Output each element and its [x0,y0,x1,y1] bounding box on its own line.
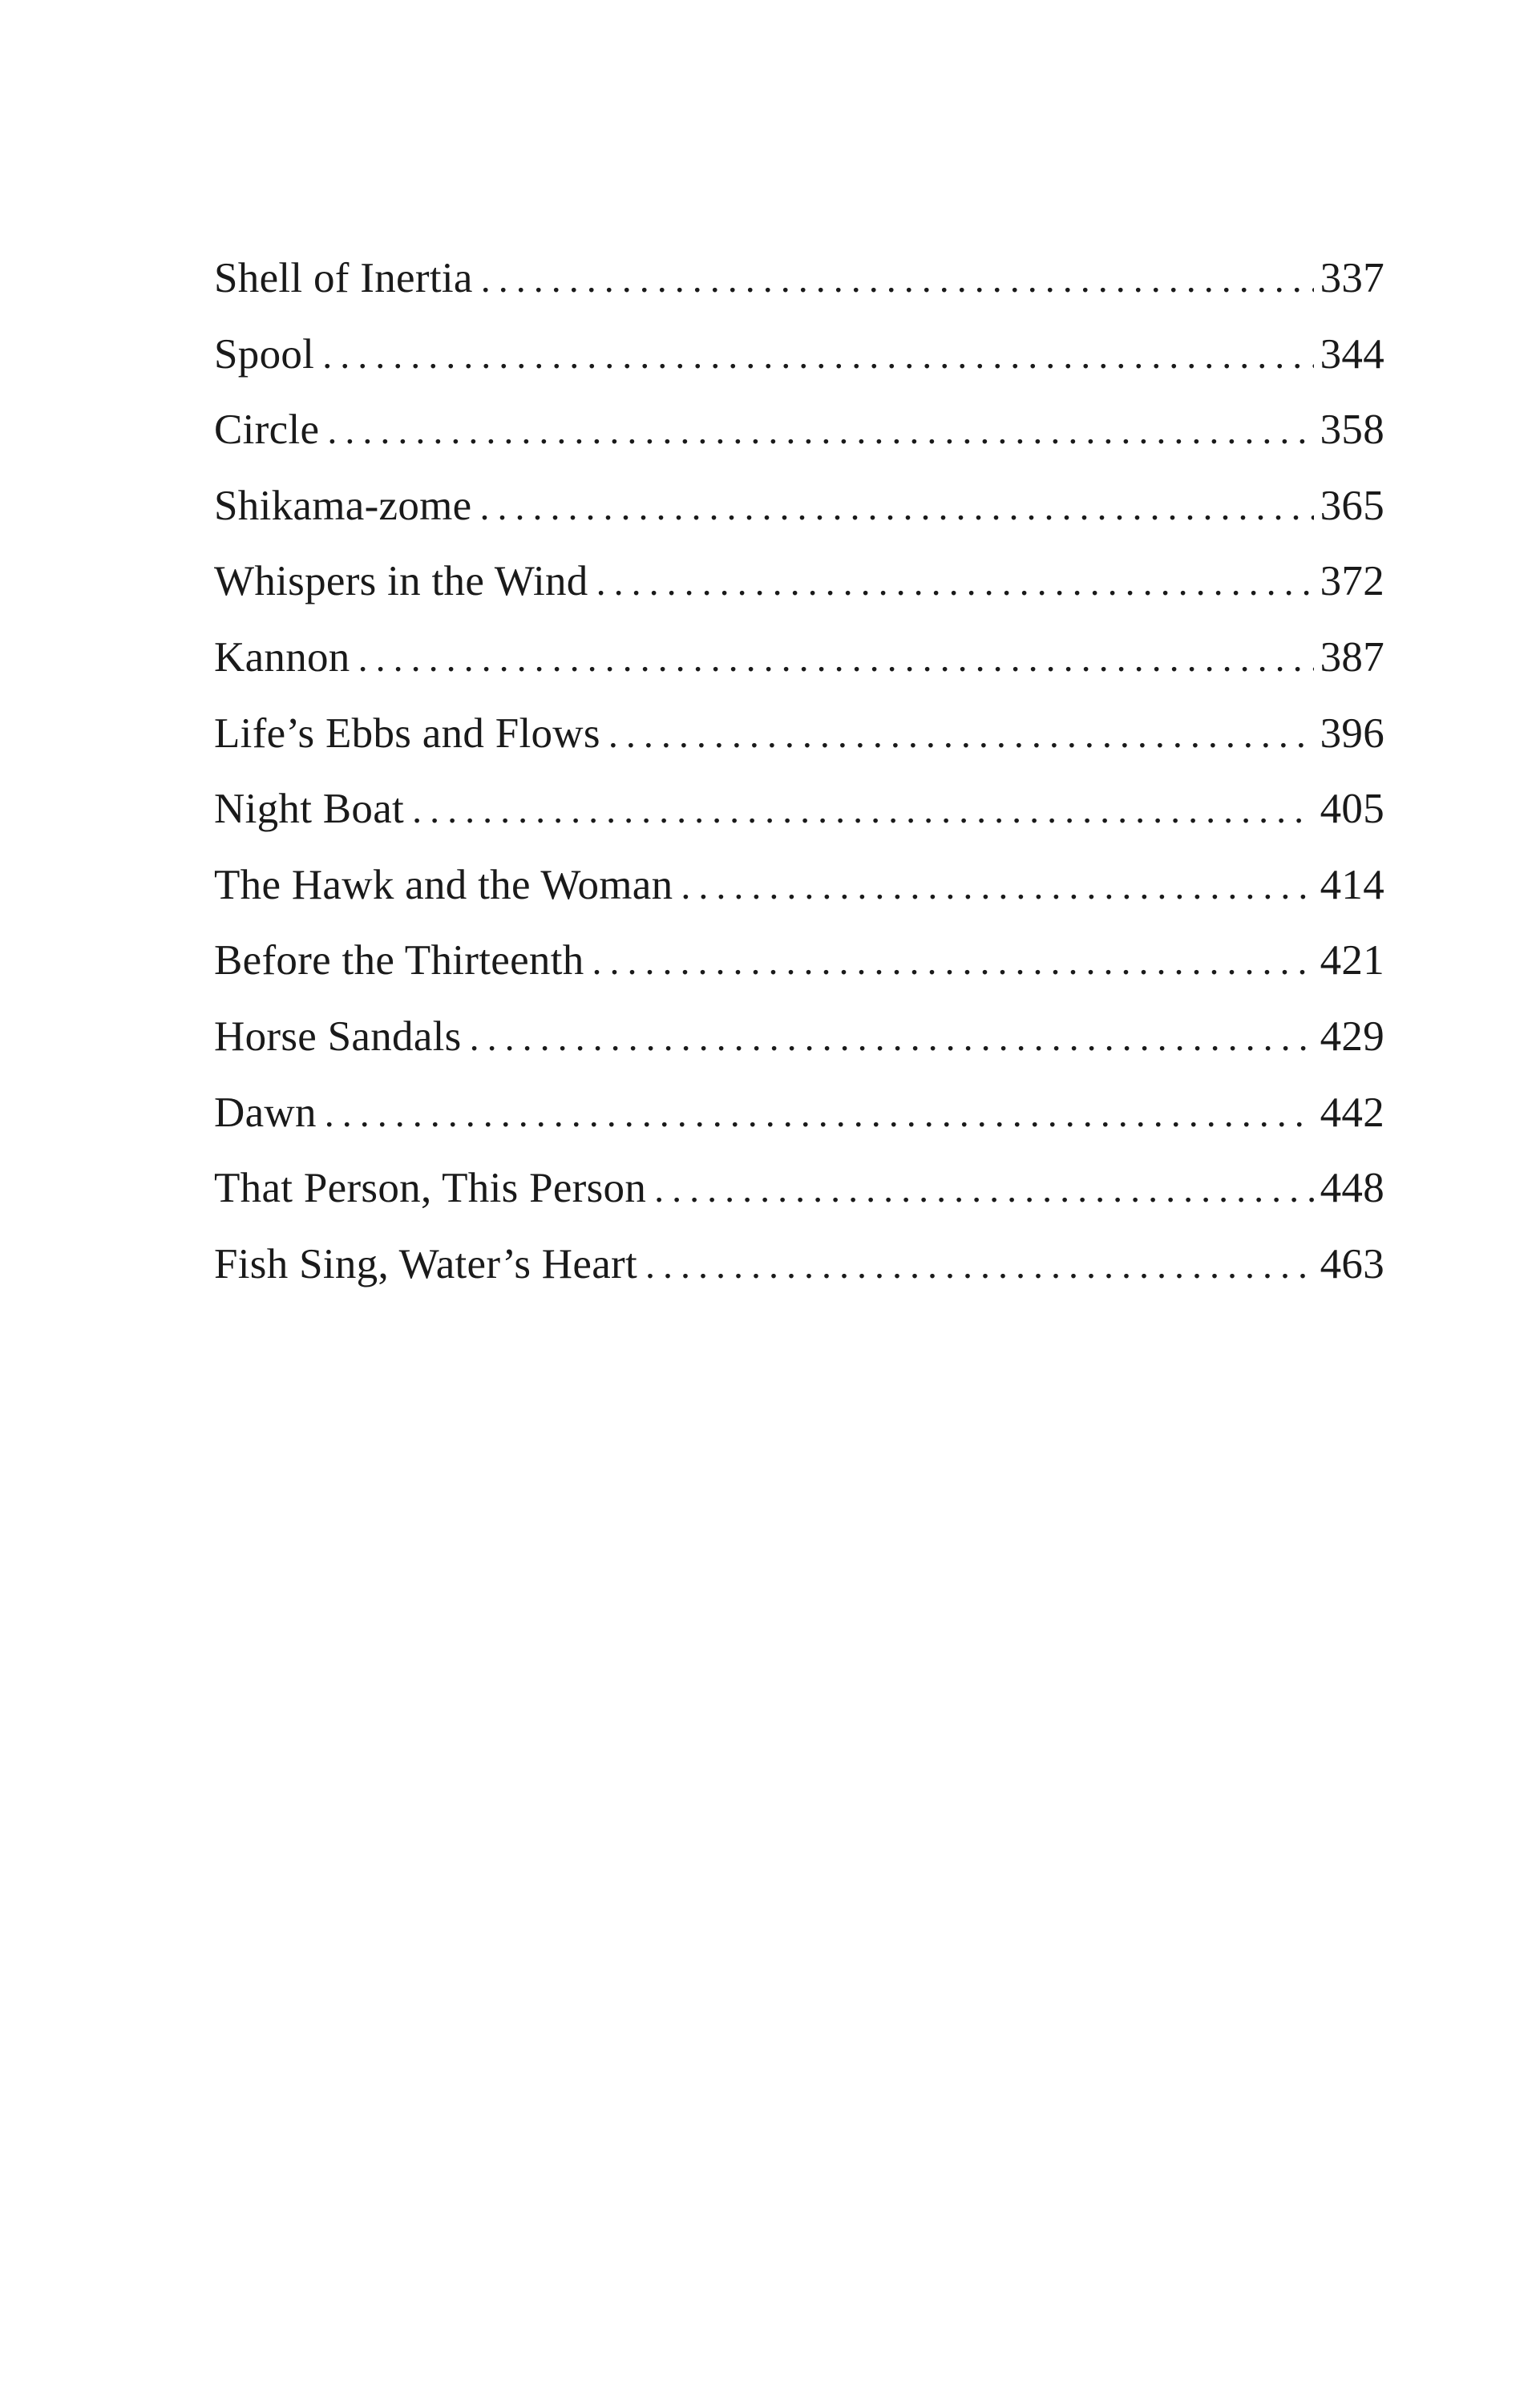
toc-entry-title: Kannon [214,633,350,681]
toc-entry-title: Dawn [214,1089,317,1136]
toc-entry [214,468,1384,544]
toc-entry [214,923,1384,999]
toc-entry-title: Circle [214,406,320,454]
toc-entry [214,999,1384,1075]
toc-entry [214,1227,1384,1303]
toc-entry [214,771,1384,847]
toc-entry-page: 442 [1320,1089,1384,1136]
toc-dot-leader [480,470,1314,546]
toc-dot-leader [322,318,1313,394]
toc-dot-leader [358,621,1314,697]
toc-entry [214,696,1384,772]
toc-entry-page: 448 [1320,1165,1384,1212]
toc-dot-leader [596,545,1314,621]
toc-entry-title: Whispers in the Wind [214,558,588,605]
toc-entry-page: 396 [1320,709,1384,757]
toc-entry-page: 463 [1320,1240,1384,1287]
toc-entry-title: Horse Sandals [214,1013,462,1060]
toc-entry [214,392,1384,468]
toc-dot-leader [608,697,1314,774]
toc-dot-leader [654,1152,1313,1228]
toc-entry-title: Before the Thirteenth [214,937,584,984]
toc-entry [214,620,1384,696]
toc-entry-page: 344 [1320,330,1384,378]
toc-dot-leader [681,849,1313,925]
toc-entry-page: 365 [1320,482,1384,529]
toc-entry-title: The Hawk and the Woman [214,861,673,908]
toc-entry-title: Fish Sing, Water’s Heart [214,1240,637,1287]
toc-entry-page: 337 [1320,255,1384,301]
toc-dot-leader [645,1228,1314,1304]
toc-entry-page: 372 [1320,558,1384,605]
toc-entry [214,544,1384,620]
toc-entry [214,1075,1384,1151]
toc-entry [214,847,1384,924]
toc-entry-page: 421 [1320,937,1384,984]
toc-entry-title: That Person, This Person [214,1165,647,1212]
toc-entry-title: Night Boat [214,786,405,833]
table-of-contents [214,240,1384,1302]
toc-entry-title: Shikama-zome [214,482,472,529]
toc-entry-page: 414 [1320,861,1384,908]
toc-dot-leader [412,773,1314,849]
toc-entry-page: 429 [1320,1013,1384,1060]
toc-entry-page: 387 [1320,633,1384,681]
toc-dot-leader [470,1000,1314,1077]
toc-entry [214,240,1384,317]
toc-entry-page: 405 [1320,786,1384,833]
toc-dot-leader [325,1077,1314,1153]
toc-entry-title: Shell of Inertia [214,255,473,301]
toc-entry [214,1150,1384,1227]
toc-entry-title: Life’s Ebbs and Flows [214,709,600,757]
toc-dot-leader [481,242,1314,318]
toc-entry-page: 358 [1320,406,1384,454]
toc-dot-leader [327,394,1313,470]
toc-entry-title: Spool [214,330,315,378]
toc-entry [214,317,1384,393]
toc-dot-leader [592,924,1314,1000]
